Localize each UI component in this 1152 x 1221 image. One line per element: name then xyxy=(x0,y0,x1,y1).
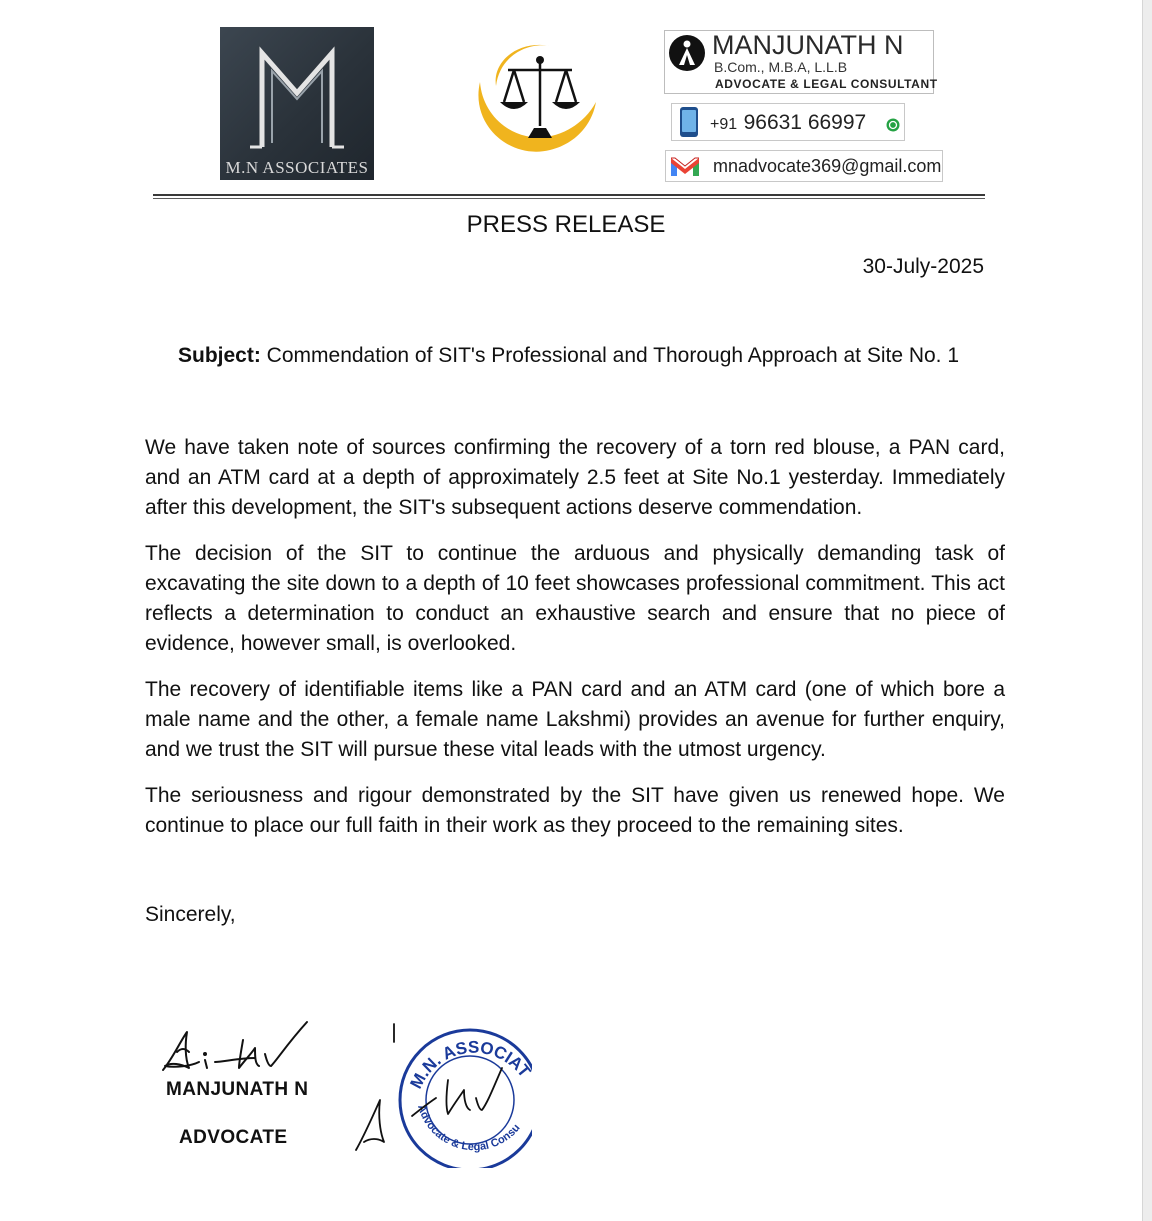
advocate-emblem-icon xyxy=(667,33,707,78)
document-heading: PRESS RELEASE xyxy=(466,211,666,238)
subject-label: Subject: xyxy=(178,344,261,367)
phone-text xyxy=(710,111,866,135)
logo-text: M.N ASSOCIATES xyxy=(225,158,369,177)
scales-of-justice-logo xyxy=(470,40,600,175)
signatory-name: MANJUNATH N xyxy=(166,1079,309,1100)
contact-name-box xyxy=(664,30,938,94)
closing: Sincerely, xyxy=(145,903,236,926)
signatory-title: ADVOCATE xyxy=(179,1127,288,1148)
svg-text:M.N. ASSOCIATES xyxy=(352,1018,532,1092)
email-address: mnadvocate369@gmail.com xyxy=(713,156,942,176)
contact-role: ADVOCATE & LEGAL CONSULTANT xyxy=(715,77,938,91)
subject-text: Commendation of SIT's Professional and Thorough Approach at Site No. 1 xyxy=(260,344,960,367)
body-text xyxy=(145,433,1005,857)
phone-prefix: +91 xyxy=(710,116,738,133)
office-stamp xyxy=(352,1018,532,1173)
stamp-text-top: M.N. ASSOCIA xyxy=(406,1037,526,1092)
body-paragraph: The decision of the SIT to continue the arduous and physically demanding task of excavating the site down to a depth of 10 feet showcases professional commitment. This act reflects a determination to conduct an exhaustive search and ensure that no piece of evidence, however small, is overlooked. xyxy=(145,542,1005,655)
phone-box xyxy=(671,103,905,141)
body-paragraph: The recovery of identifiable items like a PAN card and an ATM card (one of which bore a male name and the other, a female name Lakshmi) provides an avenue for further enquiry, and we trust the SIT will pursue these vital leads with the utmost urgency. xyxy=(145,678,1005,761)
email-box xyxy=(665,150,943,182)
phone-icon xyxy=(677,106,701,143)
body-paragraph: We have taken note of sources confirming the recovery of a torn red blouse, a PAN card, and an ATM card at a depth of approximately 2.5 feet at Site No.1 yesterday. Immediately after this development, the SIT's subsequent actions deserve commendation. xyxy=(145,436,1005,519)
handwritten-signature xyxy=(155,1018,325,1083)
mn-monogram-logo xyxy=(220,27,374,180)
contact-name: MANJUNATH N xyxy=(712,30,904,60)
gmail-icon xyxy=(669,155,701,182)
header-divider xyxy=(153,194,985,196)
phone-number: 96631 66997 xyxy=(743,111,867,134)
subject-line xyxy=(178,344,959,368)
contact-qualifications: B.Com., M.B.A, L.L.B xyxy=(714,59,848,75)
whatsapp-icon xyxy=(886,118,900,137)
stamp-text-bottom: Advocate & Legal Consu xyxy=(415,1103,523,1154)
body-paragraph: The seriousness and rigour demonstrated by the SIT have given us renewed hope. We continue to place our full faith in their work as they proceed to the remaining sites. xyxy=(145,784,1005,837)
document-date: 30-July-2025 xyxy=(862,255,984,278)
header-divider-thin xyxy=(153,198,985,199)
